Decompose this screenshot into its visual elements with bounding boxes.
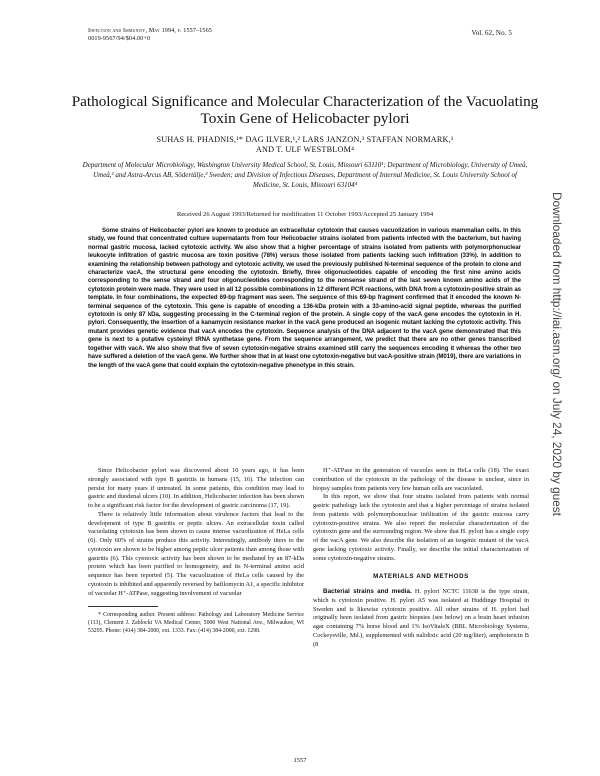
body-column-right: [313, 467, 529, 649]
intro-paragraph-2: There is relatively little information about virulence factors that lead to the development of type B gastritis or peptic ulcers. An extracellular toxin called vacuolating cytotoxin has been shown to cause intense vacuolization of HeLa cells (6). Only 60% of strains produce this activity. Interestingly, antibody titers to the cytotoxin are shown to be higher among peptic ulcer patients than among those with gastritis (6). This cytotoxic activity has been shown to be mediated by an 87-kDa protein which has been purified to homogeneity, and its N-terminal amino acid sequence has been reported (5). The vacuolization of HeLa cells caused by the cytotoxin is inhibited and apparently reversed by bafilomycin A1, a specific inhibitor of vacuolar H⁺-ATPase, suggesting involvement of vacuolar: [88, 510, 304, 597]
article-title: Pathological Significance and Molecular Characterization of the Vacuolating Toxin Gene of Helicobacter pylori: [71, 93, 539, 127]
download-watermark: Downloaded from http://iai.asm.org/ on July 24, 2020 by guest: [550, 192, 564, 516]
journal-citation: Infection and Immunity, May 1994, p. 1557–1565: [88, 27, 212, 34]
authors-line-2: AND T. ULF WESTBLOM⁴: [255, 145, 355, 154]
affiliations: Department of Molecular Microbiology, Washington University Medical School, St. Louis, Missouri 63110¹; Department of Microbiology, University of Umeå, Umeå,² and Astra-Arcus AB, Södertälje,³ Sweden; and Division of Infectious Diseases, Department of Internal Medicine, St. Louis University School of Medicine, St. Louis, Missouri 63104⁴: [82, 161, 528, 189]
volume-info: Vol. 62, No. 5: [471, 29, 512, 37]
intro-paragraph-3: H⁺-ATPase in the generation of vacuoles seen in HeLa cells (18). The exact contribution of the cytotoxin in the pathology of the disease is unclear, since in biopsy samples from patients very few human cells are vacuolated.: [313, 467, 529, 492]
page-number: 1557: [293, 757, 307, 764]
footnote-divider: [88, 606, 158, 607]
running-header: [88, 27, 212, 43]
issn: 0019-9567/94/$04.00+0: [88, 35, 151, 42]
body-column-left: [88, 467, 304, 635]
intro-paragraph-4: In this report, we show that four strains isolated from patients with normal gastric pathology lack the cytotoxin and that a higher percentage of strains isolated from patients with polymorphonuclear infiltration of the gastric mucosa carry cytotoxin-positive strains. We also report the molecular characterization of the cytotoxin gene and the surrounding region. We show that H. pylori has a single copy of the vacA gene. We also describe the isolation of an isogenic mutant of the vacA gene lacking cytotoxic activity. Finally, we describe the initial characterization of some cytotoxin-negative strains.: [313, 493, 529, 562]
author-list: [70, 135, 540, 155]
methods-paragraph: [313, 588, 529, 649]
methods-text: H. pylori NCTC 11638 is the type strain, which is cytotoxin positive. H. pylori A5 was isolated at Huddinge Hospital in Sweden and is likewise cytotoxin positive. All other strains of H. pylori had originally been isolated from gastric biopsies (see below) on a brain heart infusion agar containing 7% horse blood and 1% IsoVitaleX (BBL Microbiology Systems, Cockeysville, Md.), supplemented with nalidixic acid (20 mg/liter), amphotericin B (8: [313, 588, 529, 648]
corresponding-author-footnote: * Corresponding author. Present address: Pathology and Laboratory Medicine Service (113), Clement J. Zablocki VA Medical Center, 5000 West National Ave., Milwaukee, WI 53295. Phone: (414) 384-2000, ext. 1333. Fax: (414) 384-2000, ext. 1298.: [88, 612, 304, 635]
abstract: Some strains of Helicobacter pylori are known to produce an extracellular cytotoxin that causes vacuolization in various mammalian cells. In this study, we found that concentrated culture supernatants from four Helicobacter strains isolated from patients infected with the bacterium, but having normal gastric mucosa, lacked cytotoxic activity. We also show that a higher percentage of strains isolated from patients with polymorphonuclear leukocyte infiltration of gastric mucosa are toxin positive (78%) versus those isolated from patients lacking such infiltration (33%). In addition to examining the relationship between pathology and cytotoxic activity, we used the previously published N-terminal sequence of the protein to clone and characterize vacA, the structural gene encoding the cytotoxin. Briefly, three oligonucleotides capable of encoding the first nine amino acids corresponding to the sense strand and four oligonucleotides corresponding to the nonsense strand of the last seven known amino acids of the cytotoxin protein were made. They were used in all 12 possible combinations in 12 different PCR reactions, with DNA from a cytotoxin-positive strain as template. In four combinations, the expected 69-bp fragment was seen. The sequence of this 69-bp fragment confirmed that it encoded the known N-terminal sequence of the cytotoxin. This gene is capable of encoding a 136-kDa protein with a 33-amino-acid signal peptide, whereas the purified cytotoxin is only 87 kDa, suggesting processing in the C-terminal region of the protein. A single copy of the vacA gene encodes the cytotoxin in H. pylori. Consequently, the insertion of a kanamycin resistance marker in the vacA gene produced an isogenic mutant lacking the cytotoxic activity. This mutant provides genetic evidence that vacA encodes the cytotoxin. Sequence analysis of the DNA adjacent to the vacA gene demonstrated that this gene is next to a putative cysteinyl tRNA synthetase gene. From the sequence arrangement, we predict that there are no other genes transcribed together with vacA. We also show that five of seven cytotoxin-negative strains examined still carry the sequences encoding it whereas the other two have suffered a deletion of the vacA gene. We further show that in at least one cytotoxin-negative but vacA-positive strain (M019), there are variations in the length of the vacA gene that could explain the cytotoxin-negative phenotype in this strain.: [88, 227, 521, 369]
received-dates: Received 26 August 1993/Returned for modification 11 October 1993/Accepted 25 January 1994: [176, 211, 434, 218]
authors-line-1: SUHAS H. PHADNIS,¹* DAG ILVER,¹,² LARS JANZON,³ STAFFAN NORMARK,¹: [156, 135, 454, 144]
intro-paragraph-1: Since Helicobacter pylori was discovered about 10 years ago, it has been strongly associated with type B gastritis in humans (15, 16). The infection can persist for many years if untreated. In some patients, this condition may lead to gastric and duodenal ulcers (10). In addition, Helicobacter infection has been shown to be a significant risk factor for the development of gastric carcinoma (17, 19).: [88, 467, 304, 509]
section-heading: MATERIALS AND METHODS: [373, 573, 469, 581]
run-in-heading: Bacterial strains and media.: [323, 588, 412, 595]
